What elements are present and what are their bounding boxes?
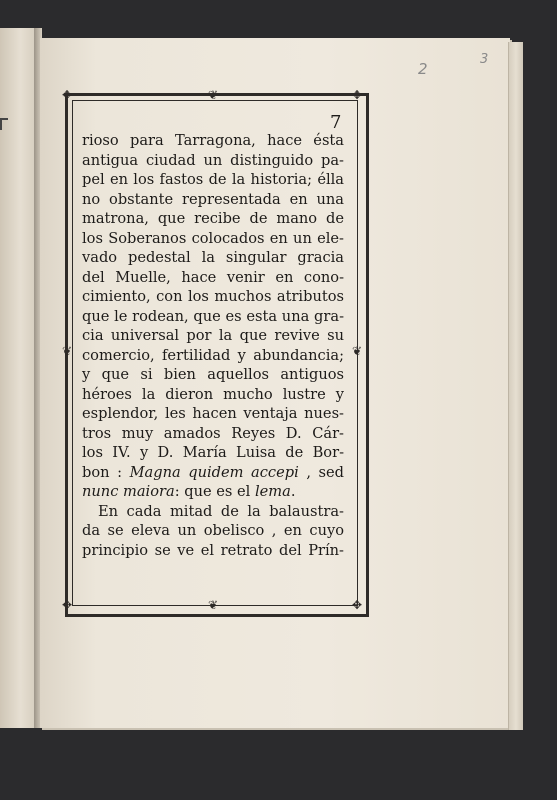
text-line: los Soberanos colocados en un ele- (82, 229, 344, 247)
lemma-middle: : que es el (174, 483, 255, 500)
text-line: héroes la dieron mucho lustre y (82, 385, 344, 403)
pencil-mark-2: 3 (480, 52, 489, 67)
text-line: esplendor, les hacen ventaja nues- (82, 405, 344, 422)
latin-quote: Magna quidem accepi (129, 463, 299, 481)
center-ornament-icon: ❦ (208, 598, 219, 612)
side-ornament-icon: ❦ (352, 344, 363, 358)
latin-suffix: , sed (298, 463, 344, 481)
text-line: y que si bien aquellos antiguos (82, 366, 344, 383)
text-line: tros muy amados Reyes D. Cár- (82, 424, 344, 442)
latin-quote-line (82, 463, 344, 483)
text-line: cia universal por la que revive su (82, 327, 344, 344)
pencil-mark-1: 2 (418, 60, 428, 78)
text-line: no obstante representada en una (82, 190, 344, 208)
lemma-word: lema (254, 483, 291, 500)
page-number: 7 (330, 112, 342, 133)
corner-ornament-icon: ✥ (62, 598, 73, 612)
text-line: En cada mitad de la balaustra- (98, 502, 344, 520)
text-line: rioso para Tarragona, hace ésta (82, 132, 344, 149)
text-line: principio se ve el retrato del Prín- (82, 541, 344, 559)
text-line: los IV. y D. María Luisa de Bor- (82, 444, 344, 461)
corner-ornament-icon: ✥ (62, 88, 73, 102)
latin-quote-continued: nunc maiora (82, 483, 175, 500)
text-line: antigua ciudad un distinguido pa- (82, 151, 344, 169)
page-stack-edge (508, 42, 523, 730)
lemma-line (82, 482, 344, 502)
corner-ornament-icon: ✥ (352, 88, 363, 102)
text-line: matrona, que recibe de mano de (82, 210, 344, 227)
text-line: cimiento, con los muchos atributos (82, 288, 344, 305)
body-text (82, 113, 344, 560)
text-line: vado pedestal la singular gracia (82, 249, 344, 266)
latin-prefix: bon : (82, 463, 130, 481)
side-ornament-icon: ❦ (62, 344, 73, 358)
text-line: que le rodean, que es esta una gra- (82, 307, 344, 325)
center-ornament-icon: ❦ (208, 88, 219, 102)
text-line: del Muelle, hace venir en cono- (82, 268, 344, 286)
text-line: comercio, fertilidad y abundancia; (82, 346, 344, 364)
text-line: da se eleva un obelisco , en cuyo (82, 522, 344, 539)
facing-page-edge (0, 28, 35, 728)
frame-corner-fragment (0, 118, 8, 130)
text-line: pel en los fastos de la historia; élla (82, 171, 344, 188)
corner-ornament-icon: ✥ (352, 598, 363, 612)
lemma-end: . (290, 483, 296, 500)
